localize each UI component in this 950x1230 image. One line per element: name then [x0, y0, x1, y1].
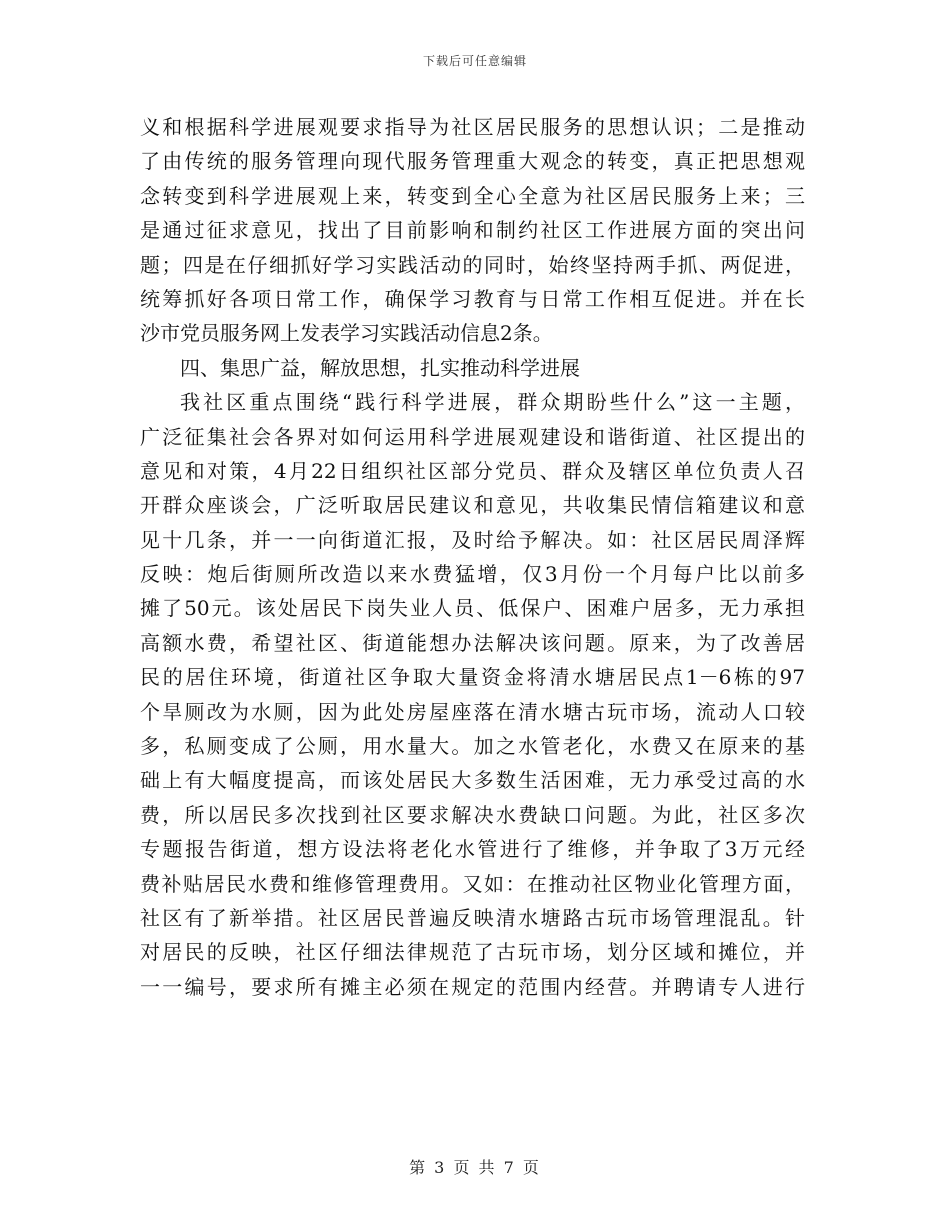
body-text [140, 110, 805, 1004]
paragraph-line: 专题报告街道，想方设法将老化水管进行了维修，并争取了3万元经 [140, 837, 805, 862]
paragraph-line: 反映：炮后街厕所改造以来水费猛增，仅3月份一个月每户比以前多 [140, 562, 805, 587]
paragraph-line: 了由传统的服务管理向现代服务管理重大观念的转变，真正把思想观 [140, 149, 805, 174]
paragraph-line: 费补贴居民水费和维修管理费用。又如：在推动社区物业化管理方面， [140, 871, 805, 896]
paragraph-line: 四、集思广益，解放思想，扎实推动科学进展 [180, 355, 580, 380]
paragraph-line: 题；四是在仔细抓好学习实践活动的同时，始终坚持两手抓、两促进， [140, 252, 805, 277]
paragraph-line: 义和根据科学进展观要求指导为社区居民服务的思想认识；二是推动 [140, 115, 805, 139]
paragraph-line: 意见和对策，4月22日组织社区部分党员、群众及辖区单位负责人召 [140, 458, 805, 483]
paragraph-line: 统筹抓好各项日常工作，确保学习教育与日常工作相互促进。并在长 [140, 286, 805, 311]
paragraph-line: 摊了50元。该处居民下岗失业人员、低保户、困难户居多，无力承担 [140, 596, 805, 621]
paragraph-line: 个旱厕改为水厕，因为此处房屋座落在清水塘古玩市场，流动人口较 [140, 699, 805, 724]
paragraph-line: 础上有大幅度提高，而该处居民大多数生活困难，无力承受过高的水 [140, 768, 805, 793]
paragraph-line: 念转变到科学进展观上来，转变到全心全意为社区居民服务上来；三 [140, 183, 805, 208]
paragraph-line: 一一编号，要求所有摊主必须在规定的范围内经营。并聘请专人进行 [140, 974, 805, 999]
paragraph-line: 对居民的反映，社区仔细法律规范了古玩市场，划分区域和摊位，并 [140, 940, 805, 965]
paragraph-line: 高额水费，希望社区、街道能想办法解决该问题。原来，为了改善居 [140, 630, 805, 655]
paragraph-line: 费，所以居民多次找到社区要求解决水费缺口问题。为此，社区多次 [140, 802, 805, 827]
page-header: 下载后可任意编辑 [422, 54, 527, 68]
paragraph-line: 见十几条，并一一向街道汇报，及时给予解决。如：社区居民周泽辉 [140, 527, 805, 552]
paragraph-line: 多，私厕变成了公厕，用水量大。加之水管老化，水费又在原来的基 [140, 734, 805, 759]
paragraph-line: 沙市党员服务网上发表学习实践活动信息2条。 [140, 321, 553, 346]
paragraph-line: 开群众座谈会，广泛听取居民建议和意见，共收集民情信箱建议和意 [140, 493, 805, 518]
paragraph-line: 是通过征求意见，找出了目前影响和制约社区工作进展方面的突出问 [140, 218, 805, 243]
paragraph-line: 民的居住环境，街道社区争取大量资金将清水塘居民点1－6栋的97 [140, 665, 805, 690]
paragraph-line: 广泛征集社会各界对如何运用科学进展观建设和谐街道、社区提出的 [140, 424, 805, 449]
page-footer: 第 3 页 共 7 页 [409, 1158, 541, 1177]
paragraph-line: 我社区重点围绕“践行科学进展，群众期盼些什么”这一主题， [180, 390, 805, 415]
paragraph-line: 社区有了新举措。社区居民普遍反映清水塘路古玩市场管理混乱。针 [140, 905, 805, 930]
